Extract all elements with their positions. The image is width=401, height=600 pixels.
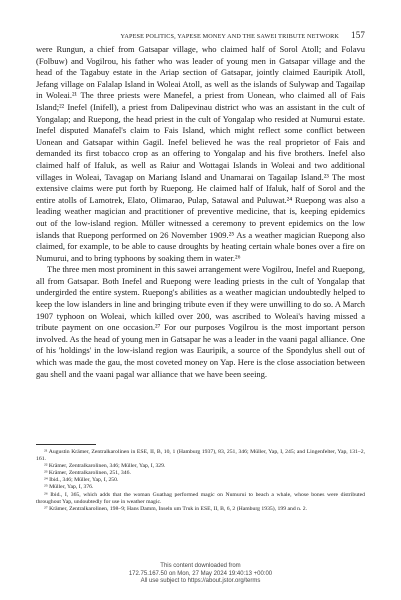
footnote-25: ²⁵ Müller, Yap, I, 376. [44,484,94,491]
footnote-26: ²⁶ Ibid., I, 365, which adds that the woman Guathag performed magic on Numurui to beach a whale, whose bones were distributed throughout Yap, undoubtedly for use in weather magic. [36,491,365,505]
paragraph-1: were Rungun, a chief from Gatsapar village, who claimed half of Sorol Atoll; and Folavu (Folbuw) and Vogilrou, his father who was leader of young men in Gatsapar village and the head of the Tagabuy estate in the Ariap section of Gatsapar, jointly claimed Eauripik Atoll, Jefang village on Falalap Island in Woleai Atoll, as well as the islands of Sulywap and Tagailap in Woleai.²¹ The three priests were Manefel, a priest from Uonean, who claimed all of Fais Island;²² Inefel (Inifell), a priest from Dalipevinau district who was an assistant in the cult of Yongalap; and Ruepong, the head priest in the cult of Yongalap who resided at Numurui estate. Inefel disputed Manafel's claim to Fais Island, which might reflect some conflict between Uonean and Gatsapar within Gagil. Inefel believed he was the real proprietor of Fais and demanded its first tobacco crop as an offering to Yongalap and his five brothers. Inefel also claimed half of Ifaluk, as well as Raiur and Wottagai Islands in Woleai and two additional villages in Woleai, Tavagap on Mariang Island and Unamarai on Tagailap Island.²³ The most extensive claims were put forth by Ruepong. He claimed half of Ifaluk, half of Sorol and the entire atolls of Lamotrek, Elato, Olimarao, Pulap, Satawal and Puluwat.²⁴ Ruepong was also a leading weather magician and practitioner of preventive medicine, that is, keeping epidemics out of the low-island region. Müller witnessed a ceremony to prevent epidemics on the low islands that Ruepong performed on 26 November 1909.²⁵ As a weather magician Ruepong also claimed, for example, to be able to cause droughts by heating certain whale bones over a fire on Numurui, and to bring typhoons by soaking them in water.²⁶ [36,44,365,263]
footnote-22: ²² Krämer, Zentralkarolinen, 346; Müller, Yap, I, 329. [44,463,166,470]
download-notice [36,563,365,586]
paragraph-2: The three men most prominent in this sawei arrangement were Vogilrou, Inefel and Ruepong, all from Gatsapar. Both Inefel and Ruepong were leading priests in the cult of Yongalap that undergirded the entire system. Ruepong's abilities as a weather magician undoubtedly helped to keep the low islanders in line and bringing tribute even if they were unwilling to do so. A March 1907 typhoon on Woleai, which killed over 200, was ascribed to Woleai's having missed a tribute payment on one occasion.²⁷ For our purposes Vogilrou is the most important person involved. As the head of young men in Gatsapar he was a leader in the vaani pagal alliance. One of his 'holdings' in the low-island region was Eauripik, a source of the Spondylus shell out of which was made the gau, the most coveted money on Yap. Here is the close association between gau shell and the vaani pagal war alliance that we have been seeing. [36,264,365,379]
download-notice-line-1: This content downloaded from [160,563,241,569]
footnote-21: ²¹ Augustin Krämer, Zentralkarolinen in ESE, II, B, 10, 1 (Hamburg 1937), 83, 251, 346; Müller, Yap, I, 245; and Lingenfelter, Yap, 131–2, 161. [36,449,365,463]
footnote-24: ²⁴ Ibid., 346; Müller, Yap, I, 250. [44,477,119,484]
download-notice-line-2: 172.75.167.50 on Mon, 27 May 2024 19:40:13 +00:00 [128,570,273,577]
footnote-rule [36,444,96,445]
footnotes [36,449,365,513]
running-header [36,30,365,42]
main-text [36,44,365,380]
terms-link[interactable]: All use subject to https://about.jstor.org/terms [140,578,261,585]
running-title: YAPESE POLITICS, YAPESE MONEY AND THE SAWEI TRIBUTE NETWORK [120,33,340,40]
footnote-27: ²⁷ Krämer, Zentralkarolinen, 198–9; Hans Damm, Inseln um Truk in ESE, II, B, 6, 2 (Hamburg 1935), 199 and n. 2. [44,505,308,512]
footnote-23: ²³ Krämer, Zentralkarolinen, 251, 346. [44,470,131,477]
page-number: 157 [351,30,365,40]
